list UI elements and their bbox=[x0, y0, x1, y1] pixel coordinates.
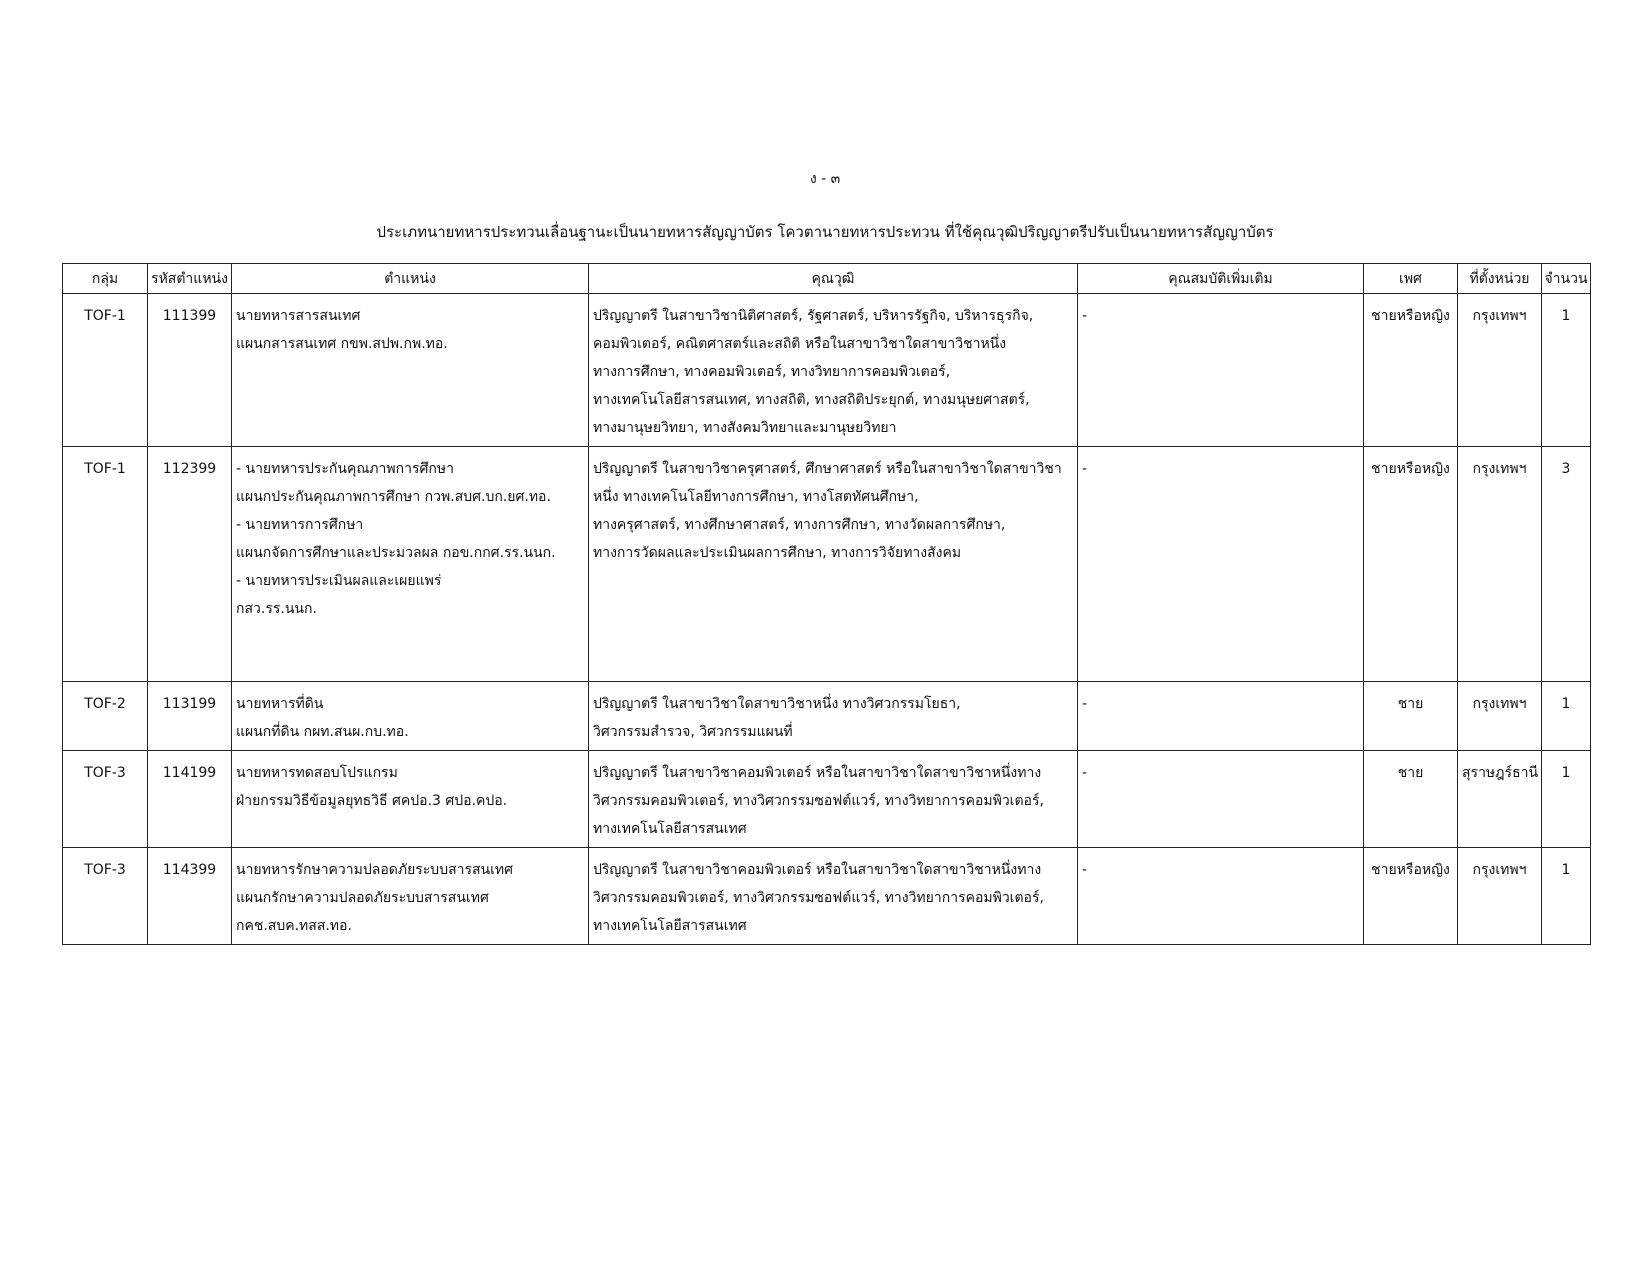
cell-extra: - bbox=[1078, 447, 1364, 682]
cell-count: 1 bbox=[1542, 751, 1591, 848]
cell-gender: ชาย bbox=[1364, 751, 1458, 848]
cell-qualification bbox=[589, 848, 1078, 945]
cell-position bbox=[232, 682, 589, 751]
cell-code: 114199 bbox=[148, 751, 232, 848]
page-number: ง - ๓ bbox=[809, 171, 841, 187]
cell-qualification bbox=[589, 682, 1078, 751]
cell-position-line: แผนกที่ดิน กผท.สนผ.กบ.ทอ. bbox=[236, 724, 409, 740]
cell-position bbox=[232, 751, 589, 848]
cell-count: 1 bbox=[1542, 294, 1591, 447]
cell-position-line: นายทหารรักษาความปลอดภัยระบบสารสนเทศ bbox=[236, 862, 514, 878]
header-group: กลุ่ม bbox=[63, 264, 148, 294]
header-extra: คุณสมบัติเพิ่มเติม bbox=[1078, 264, 1364, 294]
cell-gender: ชายหรือหญิง bbox=[1364, 848, 1458, 945]
cell-qualification bbox=[589, 447, 1078, 682]
cell-group: TOF-3 bbox=[63, 751, 148, 848]
cell-qualification-line: ทางการวัดผลและประเมินผลการศึกษา, ทางการวิจัยทางสังคม bbox=[593, 545, 962, 561]
table-row bbox=[63, 447, 1591, 682]
cell-extra: - bbox=[1078, 751, 1364, 848]
cell-qualification-line: ทางเทคโนโลยีสารสนเทศ bbox=[593, 918, 747, 934]
cell-position-line: กคช.สบค.ทสส.ทอ. bbox=[236, 918, 352, 934]
cell-position-line: แผนกสารสนเทศ กขพ.สปพ.กพ.ทอ. bbox=[236, 336, 448, 352]
table-row bbox=[63, 751, 1591, 848]
cell-position-line: แผนกรักษาความปลอดภัยระบบสารสนเทศ bbox=[236, 890, 489, 906]
cell-count: 3 bbox=[1542, 447, 1591, 682]
cell-location: กรุงเทพฯ bbox=[1458, 848, 1542, 945]
cell-extra: - bbox=[1078, 848, 1364, 945]
table-header-row bbox=[63, 264, 1591, 294]
cell-qualification-line: ทางครุศาสตร์, ทางศึกษาศาสตร์, ทางการศึกษา, ทางวัดผลการศึกษา, bbox=[593, 517, 1006, 533]
cell-qualification-line: วิศวกรรมสำรวจ, วิศวกรรมแผนที่ bbox=[593, 724, 793, 740]
table-row bbox=[63, 848, 1591, 945]
cell-count: 1 bbox=[1542, 682, 1591, 751]
cell-position bbox=[232, 848, 589, 945]
header-code: รหัสตำแหน่ง bbox=[148, 264, 232, 294]
cell-gender: ชายหรือหญิง bbox=[1364, 447, 1458, 682]
cell-position-line: ฝ่ายกรรมวิธีข้อมูลยุทธวิธี ศคปอ.3 ศปอ.คปอ. bbox=[236, 793, 508, 809]
cell-group: TOF-1 bbox=[63, 447, 148, 682]
cell-qualification-line: ปริญญาตรี ในสาขาวิชาคอมพิวเตอร์ หรือในสาขาวิชาใดสาขาวิชาหนึ่งทาง bbox=[593, 862, 1042, 878]
cell-qualification-line: หนึ่ง ทางเทคโนโลยีทางการศึกษา, ทางโสตทัศนศึกษา, bbox=[593, 489, 919, 505]
header-qualification: คุณวุฒิ bbox=[589, 264, 1078, 294]
table-row bbox=[63, 682, 1591, 751]
cell-position-line: แผนกจัดการศึกษาและประมวลผล กอข.กกศ.รร.นนก. bbox=[236, 545, 556, 561]
header-location: ที่ตั้งหน่วย bbox=[1458, 264, 1542, 294]
cell-extra: - bbox=[1078, 682, 1364, 751]
cell-position-line: นายทหารสารสนเทศ bbox=[236, 308, 361, 324]
cell-gender: ชายหรือหญิง bbox=[1364, 294, 1458, 447]
cell-qualification bbox=[589, 751, 1078, 848]
cell-position-line: - นายทหารประกันคุณภาพการศึกษา bbox=[236, 461, 454, 477]
cell-code: 111399 bbox=[148, 294, 232, 447]
cell-qualification-line: ปริญญาตรี ในสาขาวิชาคอมพิวเตอร์ หรือในสาขาวิชาใดสาขาวิชาหนึ่งทาง bbox=[593, 765, 1042, 781]
cell-qualification-line: ปริญญาตรี ในสาขาวิชานิติศาสตร์, รัฐศาสตร์, บริหารรัฐกิจ, บริหารธุรกิจ, bbox=[593, 308, 1034, 324]
cell-qualification-line: ทางเทคโนโลยีสารสนเทศ bbox=[593, 821, 747, 837]
cell-code: 114399 bbox=[148, 848, 232, 945]
cell-group: TOF-2 bbox=[63, 682, 148, 751]
header-count: จำนวน bbox=[1542, 264, 1591, 294]
cell-code: 112399 bbox=[148, 447, 232, 682]
cell-extra: - bbox=[1078, 294, 1364, 447]
cell-qualification-line: ทางเทคโนโลยีสารสนเทศ, ทางสถิติ, ทางสถิติประยุกต์, ทางมนุษยศาสตร์, bbox=[593, 392, 1030, 408]
cell-qualification bbox=[589, 294, 1078, 447]
cell-location: สุราษฎร์ธานี bbox=[1458, 751, 1542, 848]
cell-qualification-line: วิศวกรรมคอมพิวเตอร์, ทางวิศวกรรมซอฟต์แวร์, ทางวิทยาการคอมพิวเตอร์, bbox=[593, 890, 1044, 906]
header-position: ตำแหน่ง bbox=[232, 264, 589, 294]
cell-code: 113199 bbox=[148, 682, 232, 751]
cell-location: กรุงเทพฯ bbox=[1458, 682, 1542, 751]
cell-position-line: - นายทหารประเมินผลและเผยแพร่ bbox=[236, 573, 442, 589]
cell-position-line: - นายทหารการศึกษา bbox=[236, 517, 364, 533]
cell-count: 1 bbox=[1542, 848, 1591, 945]
cell-position-line: นายทหารที่ดิน bbox=[236, 696, 324, 712]
header-gender: เพศ bbox=[1364, 264, 1458, 294]
cell-qualification-line: ทางมานุษยวิทยา, ทางสังคมวิทยาและมานุษยวิทยา bbox=[593, 420, 897, 436]
table-body bbox=[63, 294, 1591, 945]
cell-position-line: นายทหารทดสอบโปรแกรม bbox=[236, 765, 398, 781]
cell-qualification-line: วิศวกรรมคอมพิวเตอร์, ทางวิศวกรรมซอฟต์แวร์, ทางวิทยาการคอมพิวเตอร์, bbox=[593, 793, 1044, 809]
cell-location: กรุงเทพฯ bbox=[1458, 447, 1542, 682]
cell-qualification-line: คอมพิวเตอร์, คณิตศาสตร์และสถิติ หรือในสาขาวิชาใดสาขาวิชาหนึ่ง bbox=[593, 336, 1007, 352]
cell-qualification-line: ทางการศึกษา, ทางคอมพิวเตอร์, ทางวิทยาการคอมพิวเตอร์, bbox=[593, 364, 951, 380]
cell-qualification-line: ปริญญาตรี ในสาขาวิชาครุศาสตร์, ศึกษาศาสตร์ หรือในสาขาวิชาใดสาขาวิชา bbox=[593, 461, 1062, 477]
cell-group: TOF-1 bbox=[63, 294, 148, 447]
cell-group: TOF-3 bbox=[63, 848, 148, 945]
cell-position bbox=[232, 294, 589, 447]
cell-qualification-line: ปริญญาตรี ในสาขาวิชาใดสาขาวิชาหนึ่ง ทางวิศวกรรมโยธา, bbox=[593, 696, 961, 712]
cell-position bbox=[232, 447, 589, 682]
cell-location: กรุงเทพฯ bbox=[1458, 294, 1542, 447]
positions-table bbox=[62, 263, 1591, 945]
cell-gender: ชาย bbox=[1364, 682, 1458, 751]
page-title: ประเภทนายทหารประทวนเลื่อนฐานะเป็นนายทหารสัญญาบัตร โควตานายทหารประทวน ที่ใช้คุณวุฒิปริญญาตรีปรับเป็นนายทหารสัญญาบัตร bbox=[376, 223, 1274, 241]
cell-position-line: แผนกประกันคุณภาพการศึกษา กวพ.สบศ.บก.ยศ.ทอ. bbox=[236, 489, 551, 505]
table-row bbox=[63, 294, 1591, 447]
cell-position-line: กสว.รร.นนก. bbox=[236, 601, 317, 617]
